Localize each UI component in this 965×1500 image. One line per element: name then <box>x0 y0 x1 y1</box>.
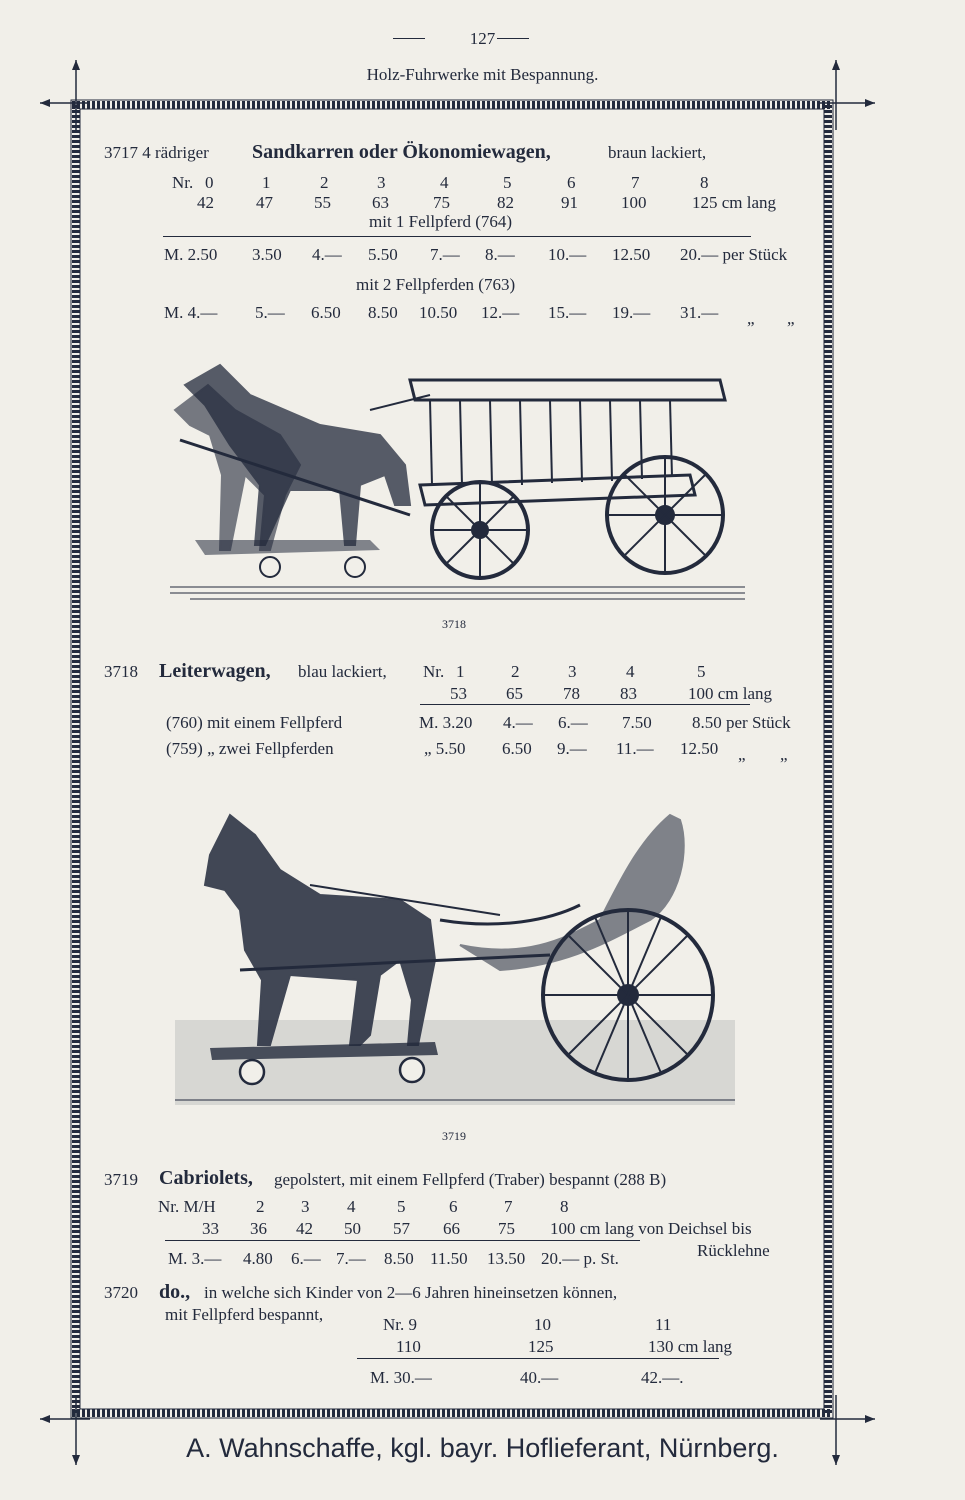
item-3719-nr: 8 <box>560 1197 569 1216</box>
item-3717-length: 82 <box>497 193 514 212</box>
item-3717-length: 55 <box>314 193 331 212</box>
item-3718-length: 83 <box>620 684 637 703</box>
item-3717-nr: 4 <box>440 173 449 192</box>
item-3718-finish: blau lackiert, <box>298 662 387 681</box>
item-3717-price-one: 8.— <box>485 245 515 264</box>
item-3719-length: 57 <box>393 1219 410 1238</box>
item-3719-length-cont: Rücklehne <box>697 1241 770 1260</box>
item-3719-price: 11.50 <box>430 1249 468 1268</box>
item-3717-price-two: 12.— <box>481 303 520 322</box>
item-3719-nr: 5 <box>397 1197 406 1216</box>
item-3719-length: 33 <box>202 1219 219 1238</box>
item-3717-price-two: 31.— <box>680 303 719 322</box>
item-3718-nr-label: Nr. <box>423 662 445 681</box>
item-3719-price: M. 3.— <box>168 1249 222 1268</box>
item-3717-price-one: 10.— <box>548 245 587 264</box>
publisher-footer: A. Wahnschaffe, kgl. bayr. Hoflieferant, Nürnberg. <box>186 1433 779 1463</box>
item-3719-price: 6.— <box>291 1249 321 1268</box>
item-3719-price: 8.50 <box>384 1249 414 1268</box>
ditto-mark: „ <box>738 745 746 764</box>
wagon-two-horses-illustration <box>170 355 750 605</box>
item-3720-price: 42.—. <box>641 1368 684 1387</box>
item-3717-nr: 1 <box>262 173 271 192</box>
item-3719-price: 13.50 <box>487 1249 526 1268</box>
item-3717-length: 47 <box>256 193 273 212</box>
item-3717-nr: 7 <box>631 173 640 192</box>
item-3719-length: 36 <box>250 1219 267 1238</box>
item-3717-price-two: M. 4.— <box>164 303 218 322</box>
item-3718-price-row2: „ 5.50 <box>424 739 466 758</box>
cabriolet-horse-illustration <box>170 810 740 1110</box>
item-3719-number: 3719 <box>104 1170 138 1189</box>
item-3719-price: 7.— <box>336 1249 366 1268</box>
item-3719-nr: 7 <box>504 1197 513 1216</box>
item-3717-price-two: 8.50 <box>368 303 398 322</box>
table-rule <box>165 1240 640 1241</box>
item-3718-nr: 4 <box>626 662 635 681</box>
item-3718-price-row1: 4.— <box>503 713 533 732</box>
item-3717-prefix: 3717 4 rädriger <box>104 143 209 162</box>
item-3717-price-one: 4.— <box>312 245 342 264</box>
item-3717-title: Sandkarren oder Ökonomiewagen, <box>252 141 551 163</box>
item-3717-length: 125 cm lang <box>692 193 777 212</box>
item-3718-price-row2: 9.— <box>557 739 587 758</box>
item-3718-length: 100 cm lang <box>688 684 773 703</box>
item-3719-price: 4.80 <box>243 1249 273 1268</box>
ditto-mark: „ <box>747 309 755 328</box>
item-3718-nr: 2 <box>511 662 520 681</box>
item-3719-description: gepolstert, mit einem Fellpferd (Traber) bespannt (288 B) <box>274 1170 667 1189</box>
item-3717-price-two: 10.50 <box>419 303 458 322</box>
item-3717-nr: 3 <box>377 173 386 192</box>
item-3718-row1-label: (760) mit einem Fellpferd <box>166 713 343 732</box>
item-3717-nr-label: Nr. <box>172 173 194 192</box>
item-3717-price-one: 5.50 <box>368 245 398 264</box>
item-3719-title: Cabriolets, <box>159 1167 253 1189</box>
item-3720-number: 3720 <box>104 1283 138 1302</box>
page-number: 127 <box>0 30 965 47</box>
item-3717-finish: braun lackiert, <box>608 143 707 162</box>
item-3719-price: 20.— p. St. <box>541 1249 619 1268</box>
item-3718-price-row2: 11.— <box>616 739 654 758</box>
dash-ornament-right <box>497 38 529 39</box>
item-3718-nr: 3 <box>568 662 577 681</box>
item-3720-description-2: mit Fellpferd bespannt, <box>165 1305 324 1324</box>
item-3717-nr: 8 <box>700 173 709 192</box>
item-3720-nr-label: Nr. 9 <box>383 1315 417 1334</box>
item-3717-length: 63 <box>372 193 389 212</box>
item-3717-nr: 0 <box>205 173 214 192</box>
figure-caption-3719: 3719 <box>442 1129 466 1143</box>
item-3718-nr: 1 <box>456 662 465 681</box>
item-3717-length: 100 <box>621 193 647 212</box>
item-3718-length: 53 <box>450 684 467 703</box>
dash-ornament-left <box>393 38 425 39</box>
item-3719-length: 66 <box>443 1219 460 1238</box>
ditto-mark: „ <box>787 309 795 328</box>
item-3717-price-two: 15.— <box>548 303 587 322</box>
item-3717-price-one: M. 2.50 <box>164 245 218 264</box>
item-3718-length: 65 <box>506 684 523 703</box>
table-rule <box>163 236 751 237</box>
item-3717-nr: 6 <box>567 173 576 192</box>
item-3719-length: 100 cm lang von Deichsel bis <box>550 1219 752 1238</box>
item-3720-nr: 11 <box>655 1315 672 1334</box>
item-3718-length: 78 <box>563 684 580 703</box>
item-3720-nr: 10 <box>534 1315 551 1334</box>
item-3717-price-one: 20.— per Stück <box>680 245 788 264</box>
item-3718-price-row1: 8.50 per Stück <box>692 713 791 732</box>
item-3718-price-row2: 6.50 <box>502 739 532 758</box>
item-3717-one-horse-label: mit 1 Fellpferd (764) <box>369 212 513 231</box>
item-3717-price-two: 5.— <box>255 303 285 322</box>
item-3720-title: do., <box>159 1281 191 1303</box>
figure-caption-3718: 3718 <box>442 617 466 631</box>
item-3720-length: 130 cm lang <box>648 1337 733 1356</box>
item-3719-nr-label: Nr. M/H <box>158 1197 216 1216</box>
item-3719-nr: 4 <box>347 1197 356 1216</box>
item-3720-description: in welche sich Kinder von 2—6 Jahren hineinsetzen können, <box>204 1283 618 1302</box>
item-3717-length: 42 <box>197 193 214 212</box>
item-3719-length: 42 <box>296 1219 313 1238</box>
item-3718-title: Leiterwagen, <box>159 660 271 682</box>
item-3718-price-row1: M. 3.20 <box>419 713 473 732</box>
item-3717-price-one: 12.50 <box>612 245 651 264</box>
item-3720-price: 40.— <box>520 1368 559 1387</box>
item-3719-nr: 2 <box>256 1197 265 1216</box>
running-title: Holz-Fuhrwerke mit Bespannung. <box>366 65 599 84</box>
corner-ornament-top-right <box>820 60 880 130</box>
item-3718-price-row1: 7.50 <box>622 713 652 732</box>
item-3717-two-horse-label: mit 2 Fellpferden (763) <box>356 275 516 294</box>
item-3717-price-one: 7.— <box>430 245 460 264</box>
item-3718-number: 3718 <box>104 662 138 681</box>
item-3718-nr: 5 <box>697 662 706 681</box>
item-3717-length: 91 <box>561 193 578 212</box>
item-3720-length: 125 <box>528 1337 554 1356</box>
item-3719-length: 75 <box>498 1219 515 1238</box>
item-3717-nr: 5 <box>503 173 512 192</box>
item-3717-nr: 2 <box>320 173 329 192</box>
corner-ornament-top-left <box>40 60 90 130</box>
item-3719-nr: 3 <box>301 1197 310 1216</box>
ditto-mark: „ <box>780 745 788 764</box>
table-rule <box>357 1358 719 1359</box>
item-3717-price-two: 6.50 <box>311 303 341 322</box>
item-3720-price: M. 30.— <box>370 1368 432 1387</box>
item-3717-length: 75 <box>433 193 450 212</box>
item-3718-price-row1: 6.— <box>558 713 588 732</box>
item-3717-price-two: 19.— <box>612 303 651 322</box>
item-3719-nr: 6 <box>449 1197 458 1216</box>
table-rule <box>420 704 750 705</box>
item-3719-length: 50 <box>344 1219 361 1238</box>
item-3718-price-row2: 12.50 <box>680 739 719 758</box>
item-3718-row2-label: (759) „ zwei Fellpferden <box>166 739 334 758</box>
item-3720-length: 110 <box>396 1337 421 1356</box>
item-3717-price-one: 3.50 <box>252 245 282 264</box>
